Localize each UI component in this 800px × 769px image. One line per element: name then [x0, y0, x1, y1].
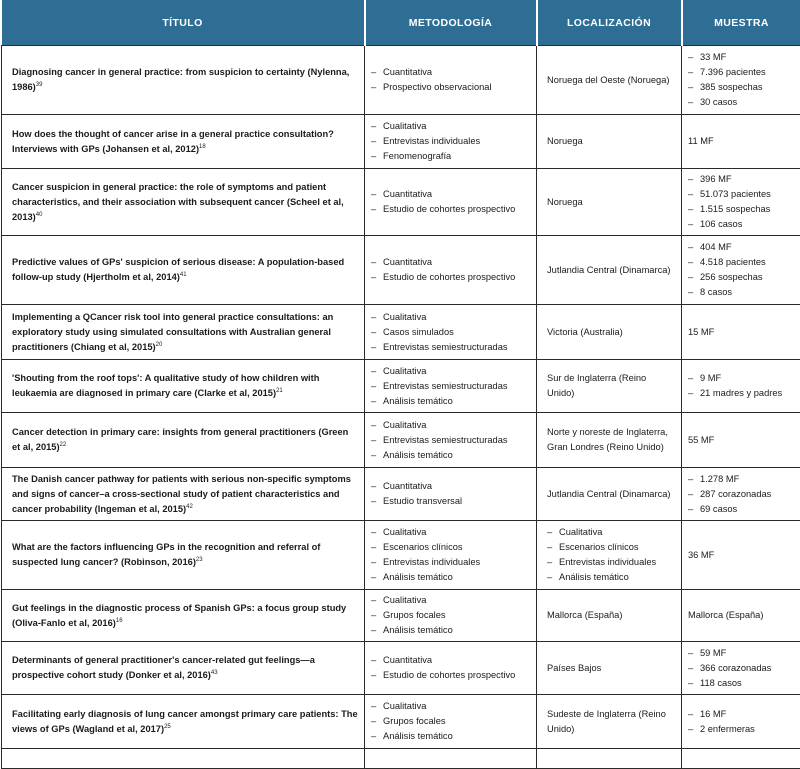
methodology-item: – Entrevistas semiestructuradas [371, 379, 530, 394]
location-text: Países Bajos [547, 663, 601, 673]
methodology-cell [365, 236, 537, 305]
sample-text: 55 MF [688, 435, 714, 445]
sample-cell [682, 360, 800, 413]
methodology-item: – Cualitativa [371, 364, 530, 379]
methodology-item: – Cuantitativa [371, 187, 530, 202]
methodology-item: – Grupos focales [371, 714, 530, 729]
location-cell [537, 590, 682, 642]
study-title: Cancer detection in primary care: insights from general practitioners (Green et al, 2015) [12, 427, 348, 452]
table-row [2, 305, 800, 360]
sample-cell [682, 46, 800, 115]
methodology-item: – Cualitativa [371, 699, 530, 714]
table-row [2, 360, 800, 413]
methodology-item-list [371, 364, 530, 409]
sample-cell [682, 169, 800, 236]
location-cell [537, 46, 682, 115]
sample-item: – 30 casos [688, 95, 794, 110]
table-row [2, 590, 800, 642]
sample-cell [682, 590, 800, 642]
table-body [2, 46, 800, 769]
sample-item: – 69 casos [688, 502, 794, 517]
sample-item: – 396 MF [688, 172, 794, 187]
sample-item-list [688, 707, 794, 737]
study-title-cell [2, 590, 365, 642]
study-title-cell [2, 169, 365, 236]
methodology-item: – Cualitativa [371, 119, 530, 134]
sample-item-list [688, 371, 794, 401]
sample-item: – 1.278 MF [688, 472, 794, 487]
methodology-cell [365, 46, 537, 115]
sample-item: – 59 MF [688, 646, 794, 661]
methodology-item: – Cuantitativa [371, 255, 530, 270]
methodology-item-list [371, 653, 530, 683]
sample-item: – 287 corazonadas [688, 487, 794, 502]
study-title: How does the thought of cancer arise in a general practice consultation? Interviews with GPs (Johansen et al, 2012) [12, 129, 334, 154]
sample-item: – 256 sospechas [688, 270, 794, 285]
study-title-cell [2, 468, 365, 521]
methodology-item: – Estudio transversal [371, 494, 530, 509]
methodology-cell [365, 413, 537, 468]
methodology-item: – Análisis temático [371, 570, 530, 585]
sample-item: – 1.515 sospechas [688, 202, 794, 217]
table-row [2, 115, 800, 169]
header-metodologia: METODOLOGÍA [365, 0, 537, 46]
sample-item: – 118 casos [688, 676, 794, 691]
study-title: Gut feelings in the diagnostic process of Spanish GPs: a focus group study (Oliva-Fanlo et al, 2016) [12, 603, 346, 628]
reference-number: 18 [199, 143, 206, 149]
sample-item: – 7.396 pacientes [688, 65, 794, 80]
study-title-cell [2, 413, 365, 468]
reference-number: 42 [186, 503, 193, 509]
location-cell [537, 236, 682, 305]
methodology-item: – Análisis temático [371, 623, 530, 638]
methodology-item-list [371, 119, 530, 164]
methodology-cell [365, 521, 537, 590]
sample-item: – 33 MF [688, 50, 794, 65]
methodology-item-list [371, 525, 530, 585]
header-localizacion: LOCALIZACIÓN [537, 0, 682, 46]
table-row [2, 695, 800, 749]
location-text: Sur de Inglaterra (Reino Unido) [547, 373, 646, 398]
methodology-cell [365, 115, 537, 169]
location-cell [537, 521, 682, 590]
methodology-item: – Entrevistas individuales [371, 134, 530, 149]
sample-text: 36 MF [688, 550, 714, 560]
methodology-cell [365, 695, 537, 749]
study-title: Determinants of general practitioner's cancer-related gut feelings—a prospective cohort study (Donker et al, 2016) [12, 655, 315, 680]
study-title-cell [2, 642, 365, 695]
methodology-item: – Fenomenografía [371, 149, 530, 164]
sample-cell [682, 305, 800, 360]
methodology-item: – Cualitativa [371, 525, 530, 540]
sample-item-list [688, 50, 794, 110]
sample-item: – 51.073 pacientes [688, 187, 794, 202]
sample-item: – 16 MF [688, 707, 794, 722]
methodology-cell [365, 305, 537, 360]
sample-cell [682, 115, 800, 169]
location-item: – Entrevistas individuales [547, 555, 675, 570]
table-row [2, 749, 800, 769]
study-title: The Danish cancer pathway for patients with serious non-specific symptoms and signs of cancer–a cross-sectional study of patient characteristics and cancer probability (Ingeman et al, 2015) [12, 474, 351, 514]
location-cell [537, 642, 682, 695]
reference-number: 40 [36, 211, 43, 217]
location-cell [537, 115, 682, 169]
methodology-item: – Prospectivo observacional [371, 80, 530, 95]
reference-number: 43 [211, 670, 218, 676]
methodology-item: – Cuantitativa [371, 479, 530, 494]
methodology-cell [365, 360, 537, 413]
sample-item-list [688, 646, 794, 691]
study-title-cell [2, 360, 365, 413]
location-text: Sudeste de Inglaterra (Reino Unido) [547, 709, 666, 734]
study-title-cell [2, 695, 365, 749]
methodology-cell [365, 590, 537, 642]
sample-text: 11 MF [688, 136, 714, 146]
location-cell [537, 413, 682, 468]
methodology-item: – Cuantitativa [371, 65, 530, 80]
table-row [2, 236, 800, 305]
sample-item: – 106 casos [688, 217, 794, 232]
location-text: Noruega [547, 197, 583, 207]
location-text: Noruega del Oeste (Noruega) [547, 75, 669, 85]
methodology-item-list [371, 255, 530, 285]
sample-text: 15 MF [688, 327, 714, 337]
methodology-item: – Entrevistas individuales [371, 555, 530, 570]
methodology-item-list [371, 187, 530, 217]
location-item: – Análisis temático [547, 570, 675, 585]
location-text: Norte y noreste de Inglaterra, Gran Londres (Reino Unido) [547, 427, 668, 452]
sample-item: – 4.518 pacientes [688, 255, 794, 270]
methodology-item: – Casos simulados [371, 325, 530, 340]
studies-table [1, 0, 800, 769]
study-title: Diagnosing cancer in general practice: from suspicion to certainty (Nylenna, 1986) [12, 67, 349, 92]
reference-number: 20 [156, 341, 163, 347]
sample-item: – 385 sospechas [688, 80, 794, 95]
sample-item: – 366 corazonadas [688, 661, 794, 676]
location-text: Jutlandia Central (Dinamarca) [547, 489, 671, 499]
methodology-item-list [371, 65, 530, 95]
sample-cell [682, 695, 800, 749]
sample-item-list [688, 472, 794, 517]
empty-cell [682, 749, 800, 769]
methodology-item: – Análisis temático [371, 729, 530, 744]
methodology-item: – Análisis temático [371, 394, 530, 409]
location-text: Noruega [547, 136, 583, 146]
sample-cell [682, 521, 800, 590]
empty-cell [2, 749, 365, 769]
location-cell [537, 695, 682, 749]
reference-number: 39 [36, 82, 43, 88]
header-titulo: TÍTULO [2, 0, 365, 46]
methodology-item-list [371, 418, 530, 463]
study-title-cell [2, 521, 365, 590]
table-row [2, 521, 800, 590]
reference-number: 21 [276, 388, 283, 394]
reference-number: 23 [196, 557, 203, 563]
methodology-item-list [371, 479, 530, 509]
table-row [2, 46, 800, 115]
methodology-item-list [371, 593, 530, 638]
location-cell [537, 169, 682, 236]
sample-item-list [688, 240, 794, 300]
sample-item: – 8 casos [688, 285, 794, 300]
table-row [2, 642, 800, 695]
sample-text: Mallorca (España) [688, 610, 763, 620]
table-row [2, 468, 800, 521]
location-item: – Escenarios clínicos [547, 540, 675, 555]
sample-item-list [688, 172, 794, 232]
study-title: What are the factors influencing GPs in the recognition and referral of suspected lung cancer? (Robinson, 2016) [12, 542, 320, 567]
reference-number: 41 [180, 272, 187, 278]
location-text: Mallorca (España) [547, 610, 622, 620]
location-cell [537, 468, 682, 521]
location-text: Jutlandia Central (Dinamarca) [547, 265, 671, 275]
study-title: Cancer suspicion in general practice: the role of symptoms and patient characteristics, and their association with subsequent cancer (Scheel et al, 2013) [12, 182, 344, 222]
methodology-item: – Escenarios clínicos [371, 540, 530, 555]
methodology-item-list [371, 310, 530, 355]
sample-item: – 404 MF [688, 240, 794, 255]
study-title: 'Shouting from the roof tops': A qualitative study of how children with leukaemia are diagnosed in primary care (Clarke et al, 2015) [12, 373, 319, 398]
methodology-item: – Estudio de cohortes prospectivo [371, 202, 530, 217]
methodology-cell [365, 468, 537, 521]
sample-cell [682, 236, 800, 305]
sample-cell [682, 468, 800, 521]
methodology-item-list [371, 699, 530, 744]
sample-item: – 2 enfermeras [688, 722, 794, 737]
methodology-item: – Entrevistas semiestructuradas [371, 433, 530, 448]
methodology-item: – Análisis temático [371, 448, 530, 463]
table-row [2, 413, 800, 468]
table-header [2, 0, 800, 46]
study-title-cell [2, 236, 365, 305]
study-title-cell [2, 46, 365, 115]
location-cell [537, 305, 682, 360]
location-cell [537, 360, 682, 413]
sample-cell [682, 642, 800, 695]
location-item-list [547, 525, 675, 585]
study-title: Predictive values of GPs' suspicion of serious disease: A population-based follow-up study (Hjertholm et al, 2014) [12, 257, 344, 282]
methodology-cell [365, 642, 537, 695]
study-title-cell [2, 305, 365, 360]
sample-item: – 21 madres y padres [688, 386, 794, 401]
header-muestra: MUESTRA [682, 0, 800, 46]
study-title: Facilitating early diagnosis of lung cancer amongst primary care patients: The views of GPs (Wagland et al, 2017) [12, 709, 358, 734]
methodology-item: – Cualitativa [371, 593, 530, 608]
empty-cell [365, 749, 537, 769]
methodology-item: – Cuantitativa [371, 653, 530, 668]
location-text: Victoria (Australia) [547, 327, 623, 337]
methodology-cell [365, 169, 537, 236]
methodology-item: – Grupos focales [371, 608, 530, 623]
sample-cell [682, 413, 800, 468]
study-title-cell [2, 115, 365, 169]
sample-item: – 9 MF [688, 371, 794, 386]
methodology-item: – Cualitativa [371, 418, 530, 433]
reference-number: 25 [164, 723, 171, 729]
table-row [2, 169, 800, 236]
methodology-item: – Cualitativa [371, 310, 530, 325]
reference-number: 16 [116, 617, 123, 623]
location-item: – Cualitativa [547, 525, 675, 540]
methodology-item: – Entrevistas semiestructuradas [371, 340, 530, 355]
methodology-item: – Estudio de cohortes prospectivo [371, 668, 530, 683]
reference-number: 22 [60, 442, 67, 448]
study-title: Implementing a QCancer risk tool into general practice consultations: an exploratory study using simulated consultations with Australian general practitioners (Chiang et al, 2015) [12, 312, 333, 352]
empty-cell [537, 749, 682, 769]
methodology-item: – Estudio de cohortes prospectivo [371, 270, 530, 285]
